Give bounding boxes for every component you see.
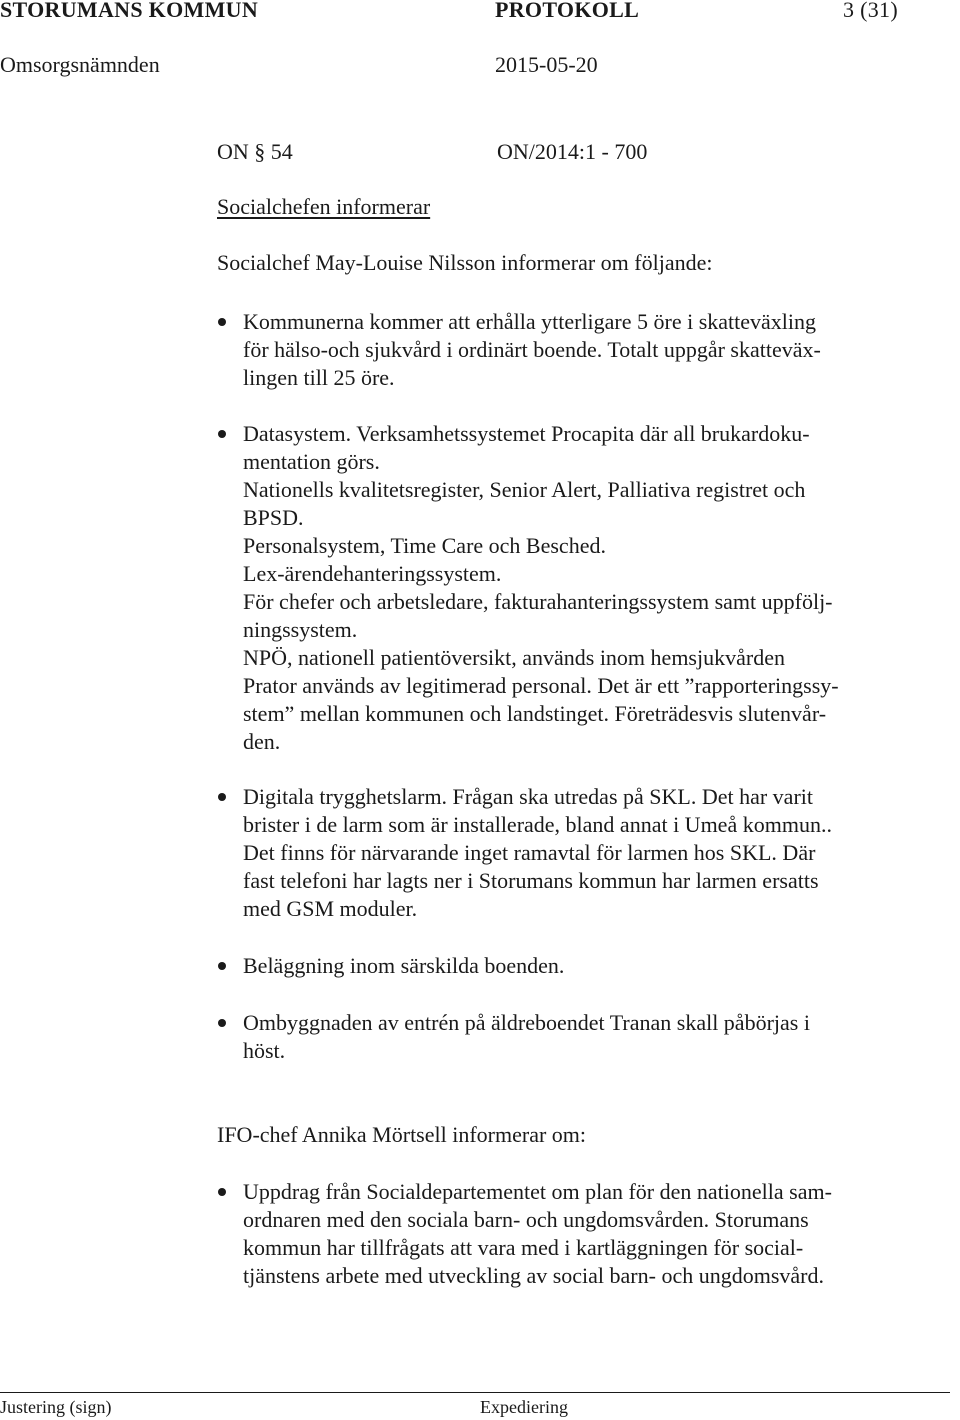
list-item [243, 308, 933, 392]
committee-name: Omsorgsnämnden [0, 52, 160, 77]
item-line: Kommunerna kommer att erhålla ytterligare 5 öre i skatteväxling [243, 309, 817, 334]
item-line: Lex-ärendehanteringssystem. [243, 561, 502, 586]
item-line: Uppdrag från Socialdepartementet om plan för den nationella sam- [243, 1179, 832, 1204]
item-line: NPÖ, nationell patientöversikt, används inom hemsjukvården [243, 645, 785, 670]
item-line: ordnaren med den sociala barn- och ungdomsvården. Storumans [243, 1207, 809, 1232]
item-line: lingen till 25 öre. [243, 365, 395, 390]
bullet-icon [218, 1188, 226, 1196]
section-title: Socialchefen informerar [217, 194, 431, 219]
item-line: fast telefoni har lagts ner i Storumans kommun har larmen ersatts [243, 868, 819, 893]
list-item [243, 1178, 933, 1290]
item-line: Personalsystem, Time Care och Besched. [243, 533, 606, 558]
case-number: ON § 54 [217, 139, 293, 164]
case-reference: ON/2014:1 - 700 [497, 139, 648, 164]
ifo-intro-text: IFO-chef Annika Mörtsell informerar om: [217, 1122, 587, 1147]
footer-expediering: Expediering [480, 1397, 568, 1417]
item-line: höst. [243, 1038, 286, 1063]
org-name: STORUMANS KOMMUN [0, 0, 259, 22]
item-line: tjänstens arbete med utveckling av social barn- och ungdomsvård. [243, 1263, 824, 1288]
bullet-icon [218, 1019, 226, 1027]
list-item [243, 420, 933, 756]
item-line: För chefer och arbetsledare, fakturahanteringssystem samt uppfölj- [243, 589, 833, 614]
list-item [243, 1009, 933, 1065]
page-number: 3 (31) [843, 0, 898, 22]
item-line: Datasystem. Verksamhetssystemet Procapita där all brukardoku- [243, 421, 810, 446]
item-line: den. [243, 729, 281, 754]
item-line: stem” mellan kommunen och landstinget. Företrädesvis slutenvår- [243, 701, 827, 726]
item-line: ningssystem. [243, 617, 358, 642]
list-item [243, 783, 933, 923]
item-line: för hälso-och sjukvård i ordinärt boende. Totalt uppgår skatteväx- [243, 337, 821, 362]
item-line: Prator används av legitimerad personal. Det är ett ”rapporteringssy- [243, 673, 839, 698]
item-line: Ombyggnaden av entrén på äldreboendet Tranan skall påbörjas i [243, 1010, 810, 1035]
meeting-date: 2015-05-20 [495, 52, 598, 77]
bullet-icon [218, 793, 226, 801]
item-line: BPSD. [243, 505, 304, 530]
item-line: brister i de larm som är installerade, bland annat i Umeå kommun.. [243, 812, 832, 837]
footer-justering: Justering (sign) [0, 1397, 112, 1417]
bullet-icon [218, 318, 226, 326]
intro-text: Socialchef May-Louise Nilsson informerar om följande: [217, 250, 713, 275]
item-line: med GSM moduler. [243, 896, 418, 921]
list-item [243, 952, 933, 980]
item-line: Digitala trygghetslarm. Frågan ska utredas på SKL. Det har varit [243, 784, 814, 809]
footer-divider [0, 1392, 950, 1393]
item-line: Det finns för närvarande inget ramavtal för larmen hos SKL. Där [243, 840, 816, 865]
item-line: Nationells kvalitetsregister, Senior Alert, Palliativa registret och [243, 477, 806, 502]
item-line: kommun har tillfrågats att vara med i kartläggningen för social- [243, 1235, 804, 1260]
item-line: Beläggning inom särskilda boenden. [243, 953, 565, 978]
bullet-icon [218, 962, 226, 970]
bullet-icon [218, 430, 226, 438]
item-line: mentation görs. [243, 449, 380, 474]
document-type: PROTOKOLL [495, 0, 640, 22]
